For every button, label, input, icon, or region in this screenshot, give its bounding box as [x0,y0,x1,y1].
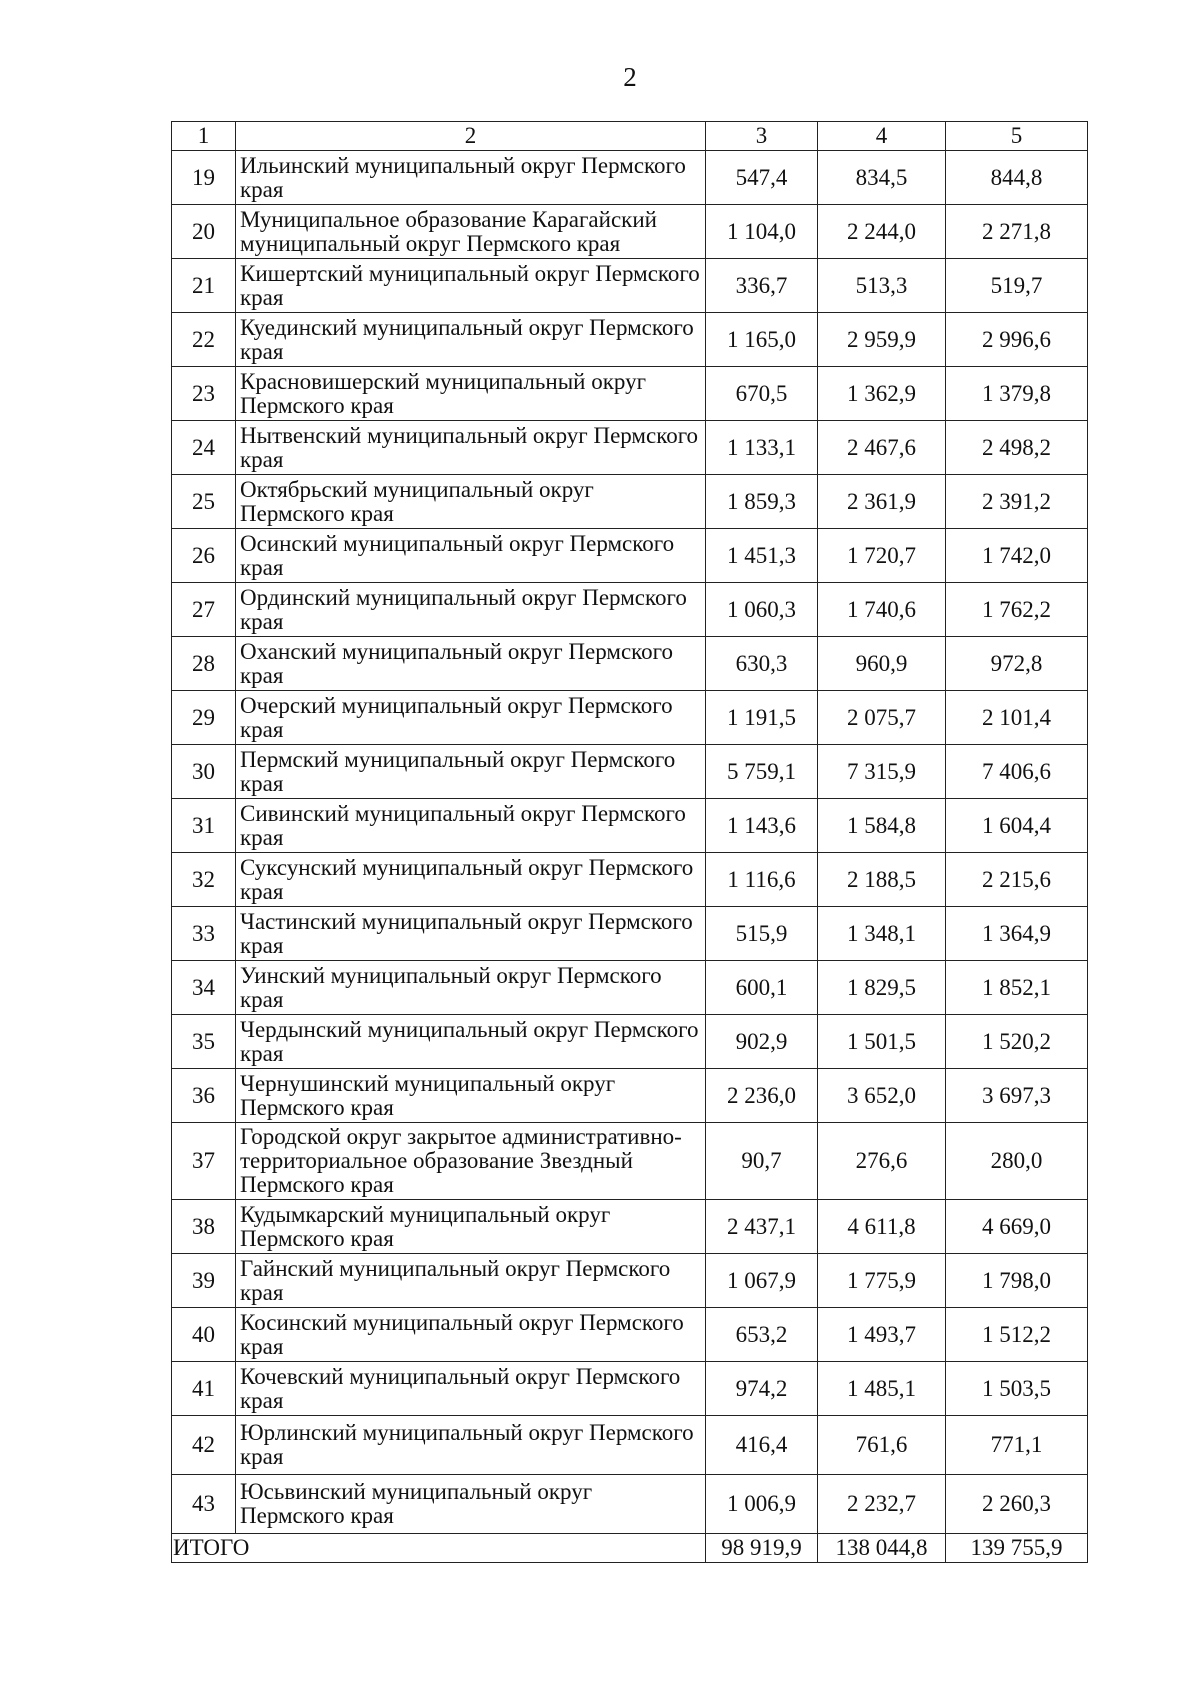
value-col-5: 1 364,9 [946,907,1088,961]
value-col-4: 1 775,9 [818,1254,946,1308]
municipality-name: Оханский муниципальный округ Пермского края [236,637,706,691]
municipality-name: Частинский муниципальный округ Пермского края [236,907,706,961]
value-col-3: 1 859,3 [706,475,818,529]
value-col-5: 1 604,4 [946,799,1088,853]
value-col-3: 336,7 [706,259,818,313]
table-row [172,1416,1088,1475]
municipality-name: Куединский муниципальный округ Пермского края [236,313,706,367]
header-cell-2: 2 [236,122,706,151]
value-col-5: 4 669,0 [946,1200,1088,1254]
row-number: 22 [172,313,236,367]
value-col-3: 1 104,0 [706,205,818,259]
row-number: 19 [172,151,236,205]
table-row [172,151,1088,205]
row-number: 21 [172,259,236,313]
table-row [172,313,1088,367]
table-row [172,1362,1088,1416]
value-col-4: 1 501,5 [818,1015,946,1069]
municipality-name: Уинский муниципальный округ Пермского края [236,961,706,1015]
municipality-name: Кудымкарский муниципальный округ Пермского края [236,1200,706,1254]
value-col-3: 1 165,0 [706,313,818,367]
table-row [172,1200,1088,1254]
value-col-3: 515,9 [706,907,818,961]
municipality-name: Кочевский муниципальный округ Пермского края [236,1362,706,1416]
value-col-4: 761,6 [818,1416,946,1475]
value-col-4: 2 467,6 [818,421,946,475]
row-number: 43 [172,1475,236,1534]
municipality-name: Городской округ закрытое административно-территориальное образование Звездный Пермского края [236,1123,706,1200]
header-cell-1: 1 [172,122,236,151]
value-col-5: 1 512,2 [946,1308,1088,1362]
value-col-5: 280,0 [946,1123,1088,1200]
row-number: 26 [172,529,236,583]
value-col-4: 3 652,0 [818,1069,946,1123]
table-row [172,1254,1088,1308]
value-col-4: 1 720,7 [818,529,946,583]
value-col-5: 1 762,2 [946,583,1088,637]
row-number: 24 [172,421,236,475]
value-col-5: 1 503,5 [946,1362,1088,1416]
value-col-3: 1 451,3 [706,529,818,583]
value-col-5: 2 498,2 [946,421,1088,475]
row-number: 36 [172,1069,236,1123]
municipality-name: Нытвенский муниципальный округ Пермского края [236,421,706,475]
municipality-name: Юрлинский муниципальный округ Пермского края [236,1416,706,1475]
table-row [172,1308,1088,1362]
municipality-name: Осинский муниципальный округ Пермского края [236,529,706,583]
row-number: 37 [172,1123,236,1200]
row-number: 25 [172,475,236,529]
table-row [172,745,1088,799]
municipality-name: Суксунский муниципальный округ Пермского края [236,853,706,907]
row-number: 20 [172,205,236,259]
table-row [172,205,1088,259]
municipality-name: Косинский муниципальный округ Пермского края [236,1308,706,1362]
table-row [172,475,1088,529]
value-col-5: 2 260,3 [946,1475,1088,1534]
municipality-name: Сивинский муниципальный округ Пермского края [236,799,706,853]
value-col-3: 630,3 [706,637,818,691]
value-col-3: 1 133,1 [706,421,818,475]
value-col-5: 2 101,4 [946,691,1088,745]
total-value-4: 138 044,8 [818,1534,946,1563]
table-row [172,799,1088,853]
value-col-5: 1 520,2 [946,1015,1088,1069]
page-number: 2 [623,62,637,92]
value-col-4: 2 188,5 [818,853,946,907]
value-col-4: 2 244,0 [818,205,946,259]
row-number: 23 [172,367,236,421]
value-col-5: 1 852,1 [946,961,1088,1015]
municipality-name: Чернушинский муниципальный округ Пермского края [236,1069,706,1123]
table-row [172,421,1088,475]
value-col-4: 2 959,9 [818,313,946,367]
total-row [172,1534,1088,1563]
row-number: 40 [172,1308,236,1362]
value-col-5: 7 406,6 [946,745,1088,799]
municipality-name: Кишертский муниципальный округ Пермского края [236,259,706,313]
value-col-3: 670,5 [706,367,818,421]
table-row [172,691,1088,745]
municipality-name: Октябрьский муниципальный округ Пермского края [236,475,706,529]
total-value-3: 98 919,9 [706,1534,818,1563]
value-col-4: 2 075,7 [818,691,946,745]
value-col-5: 771,1 [946,1416,1088,1475]
row-number: 39 [172,1254,236,1308]
municipality-name: Ординский муниципальный округ Пермского края [236,583,706,637]
table-row [172,367,1088,421]
value-col-4: 1 362,9 [818,367,946,421]
row-number: 28 [172,637,236,691]
value-col-4: 1 740,6 [818,583,946,637]
value-col-3: 2 236,0 [706,1069,818,1123]
value-col-5: 3 697,3 [946,1069,1088,1123]
value-col-3: 1 143,6 [706,799,818,853]
municipality-name: Ильинский муниципальный округ Пермского края [236,151,706,205]
value-col-3: 2 437,1 [706,1200,818,1254]
table-row [172,259,1088,313]
value-col-5: 1 742,0 [946,529,1088,583]
value-col-3: 1 067,9 [706,1254,818,1308]
table-row [172,961,1088,1015]
municipality-name: Очерский муниципальный округ Пермского края [236,691,706,745]
table-row [172,637,1088,691]
table-row [172,853,1088,907]
value-col-5: 2 391,2 [946,475,1088,529]
total-value-5: 139 755,9 [946,1534,1088,1563]
value-col-3: 1 060,3 [706,583,818,637]
row-number: 30 [172,745,236,799]
value-col-5: 844,8 [946,151,1088,205]
value-col-5: 519,7 [946,259,1088,313]
value-col-3: 902,9 [706,1015,818,1069]
value-col-4: 1 584,8 [818,799,946,853]
table-row [172,1015,1088,1069]
row-number: 34 [172,961,236,1015]
row-number: 32 [172,853,236,907]
data-table [171,121,1088,1563]
value-col-4: 834,5 [818,151,946,205]
value-col-3: 974,2 [706,1362,818,1416]
value-col-5: 2 215,6 [946,853,1088,907]
value-col-5: 2 271,8 [946,205,1088,259]
value-col-5: 972,8 [946,637,1088,691]
total-label: ИТОГО [172,1534,706,1563]
value-col-4: 513,3 [818,259,946,313]
value-col-4: 276,6 [818,1123,946,1200]
value-col-5: 1 798,0 [946,1254,1088,1308]
row-number: 42 [172,1416,236,1475]
header-row [172,122,1088,151]
value-col-4: 1 485,1 [818,1362,946,1416]
municipality-name: Муниципальное образование Карагайский муниципальный округ Пермского края [236,205,706,259]
value-col-4: 2 232,7 [818,1475,946,1534]
row-number: 33 [172,907,236,961]
municipality-name: Чердынский муниципальный округ Пермского края [236,1015,706,1069]
value-col-3: 1 191,5 [706,691,818,745]
table-row [172,1475,1088,1534]
value-col-3: 653,2 [706,1308,818,1362]
header-cell-4: 4 [818,122,946,151]
value-col-4: 1 348,1 [818,907,946,961]
municipality-name: Гайнский муниципальный округ Пермского края [236,1254,706,1308]
value-col-4: 1 493,7 [818,1308,946,1362]
row-number: 31 [172,799,236,853]
value-col-3: 1 116,6 [706,853,818,907]
value-col-4: 7 315,9 [818,745,946,799]
row-number: 41 [172,1362,236,1416]
value-col-4: 4 611,8 [818,1200,946,1254]
row-number: 29 [172,691,236,745]
value-col-3: 90,7 [706,1123,818,1200]
value-col-4: 960,9 [818,637,946,691]
table-row [172,529,1088,583]
municipality-name: Пермский муниципальный округ Пермского края [236,745,706,799]
value-col-3: 1 006,9 [706,1475,818,1534]
table-row [172,583,1088,637]
value-col-4: 1 829,5 [818,961,946,1015]
row-number: 38 [172,1200,236,1254]
table-row [172,907,1088,961]
value-col-4: 2 361,9 [818,475,946,529]
value-col-5: 2 996,6 [946,313,1088,367]
municipality-name: Красновишерский муниципальный округ Пермского края [236,367,706,421]
table-body [172,151,1088,1534]
row-number: 27 [172,583,236,637]
value-col-5: 1 379,8 [946,367,1088,421]
header-cell-3: 3 [706,122,818,151]
value-col-3: 547,4 [706,151,818,205]
value-col-3: 416,4 [706,1416,818,1475]
municipality-name: Юсьвинский муниципальный округ Пермского края [236,1475,706,1534]
row-number: 35 [172,1015,236,1069]
value-col-3: 5 759,1 [706,745,818,799]
value-col-3: 600,1 [706,961,818,1015]
table-row [172,1069,1088,1123]
header-cell-5: 5 [946,122,1088,151]
table-row [172,1123,1088,1200]
